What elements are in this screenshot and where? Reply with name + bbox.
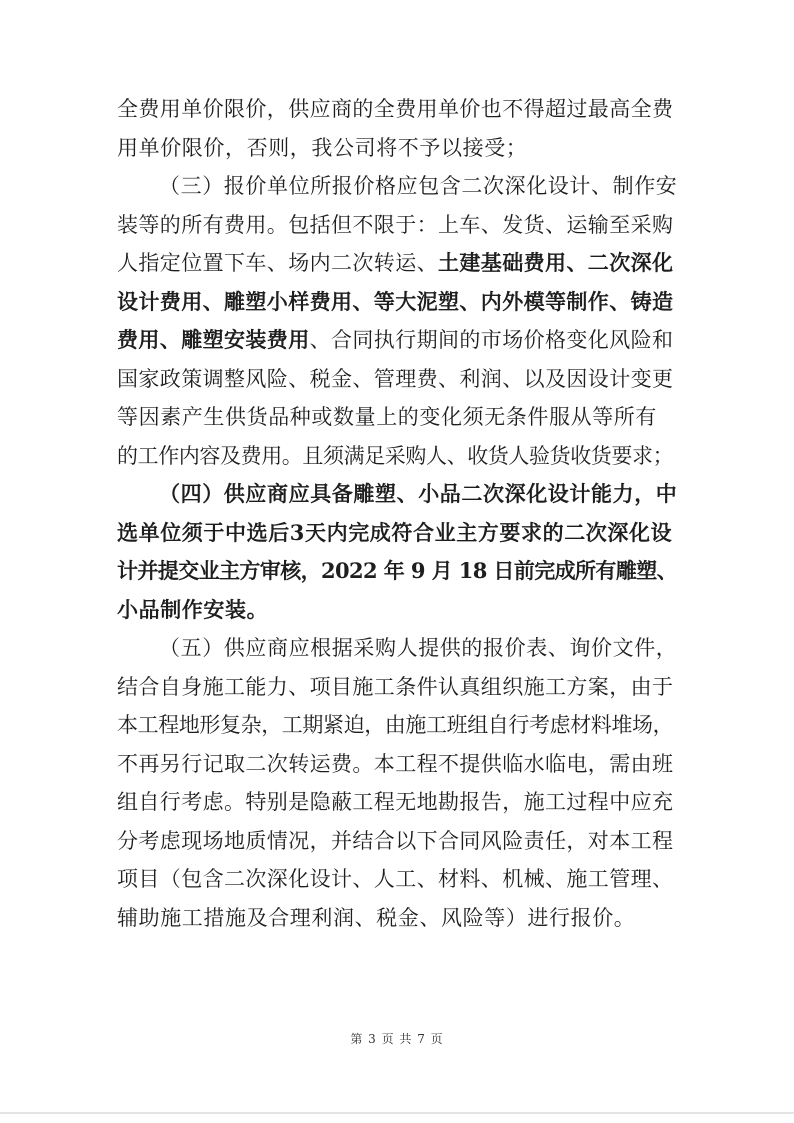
text-line xyxy=(117,244,675,283)
text-line xyxy=(117,90,675,129)
bold-text-segment: 设计费用、雕塑小样费用、等大泥塑、内外模等制作、铸造 xyxy=(117,288,674,314)
text-line xyxy=(117,437,675,476)
text-segment: 国家政策调整风险、税金、管理费、利润、以及因设计变更 xyxy=(117,366,674,391)
document-body xyxy=(117,90,678,937)
paragraph-p4 xyxy=(117,475,678,629)
page-number-footer: 第 3 页 共 7 页 xyxy=(350,1032,444,1046)
text-line xyxy=(117,283,675,322)
text-segment: 、合同执行期间的市场价格变化风险和 xyxy=(309,328,674,352)
text-line xyxy=(117,706,675,745)
text-segment: 分考虑现场地质情况，并结合以下合同风险责任，对本工程 xyxy=(117,828,674,853)
text-line xyxy=(117,899,675,938)
scan-edge-divider xyxy=(0,1112,794,1114)
text-segment: （三）报价单位所报价格应包含二次深化设计、制作安 xyxy=(159,174,678,198)
text-segment: 组自行考虑。特别是隐蔽工程无地勘报告，施工过程中应充 xyxy=(117,790,674,814)
text-line xyxy=(117,552,678,591)
bold-text-segment: 计并提交业主方审核，2022 年 9 月 18 日前完成所有雕塑、 xyxy=(117,558,678,583)
text-line xyxy=(117,206,675,245)
text-segment: （五）供应商应根据采购人提供的报价表、询价文件， xyxy=(159,636,678,660)
text-line xyxy=(117,321,675,360)
text-segment: 结合自身施工能力、项目施工条件认真组织施工方案，由于 xyxy=(117,674,674,699)
bold-text-segment: 费用、雕塑安装费用 xyxy=(117,327,310,352)
bold-text-segment: （四）供应商应具备雕塑、小品二次深化设计能力，中 xyxy=(159,481,678,506)
text-line xyxy=(117,475,678,514)
text-line xyxy=(117,860,675,899)
text-segment: 人指定位置下车、场内二次转运、 xyxy=(117,251,438,275)
text-line xyxy=(117,591,675,630)
text-line xyxy=(117,629,678,668)
text-segment: 用单价限价，否则，我公司将不予以接受； xyxy=(117,135,528,160)
text-line xyxy=(117,745,675,784)
text-line xyxy=(117,398,675,437)
bold-text-segment: 小品制作安装。 xyxy=(117,596,269,622)
text-line xyxy=(117,129,675,168)
text-segment: 项目（包含二次深化设计、人工、材料、机械、施工管理、 xyxy=(117,867,674,891)
text-line xyxy=(117,167,678,206)
paragraph-p3 xyxy=(117,167,678,475)
text-line xyxy=(117,783,675,822)
text-segment: 等因素产生供货品种或数量上的变化须无条件服从等所有 xyxy=(117,405,657,429)
text-line xyxy=(117,360,675,399)
text-line xyxy=(117,514,675,553)
bold-text-segment: 选单位须于中选后3天内完成符合业主方要求的二次深化设 xyxy=(117,519,673,545)
text-line xyxy=(117,822,675,861)
text-segment: 装等的所有费用。包括但不限于：上车、发货、运输至采购 xyxy=(117,212,674,237)
text-segment: 本工程地形复杂，工期紧迫，由施工班组自行考虑材料堆场， xyxy=(117,713,674,737)
text-segment: 辅助施工措施及合理利润、税金、风险等）进行报价。 xyxy=(117,905,636,930)
text-segment: 全费用单价限价，供应商的全费用单价也不得超过最高全费 xyxy=(117,97,674,121)
paragraph-p5 xyxy=(117,629,678,937)
bold-text-segment: 土建基础费用、二次深化 xyxy=(438,250,674,275)
text-line xyxy=(117,668,675,707)
text-segment: 的工作内容及费用。且须满足采购人、收货人验货收货要求； xyxy=(117,443,674,468)
paragraph-p0 xyxy=(117,90,675,167)
text-segment: 不再另行记取二次转运费。本工程不提供临水临电，需由班 xyxy=(117,751,674,776)
